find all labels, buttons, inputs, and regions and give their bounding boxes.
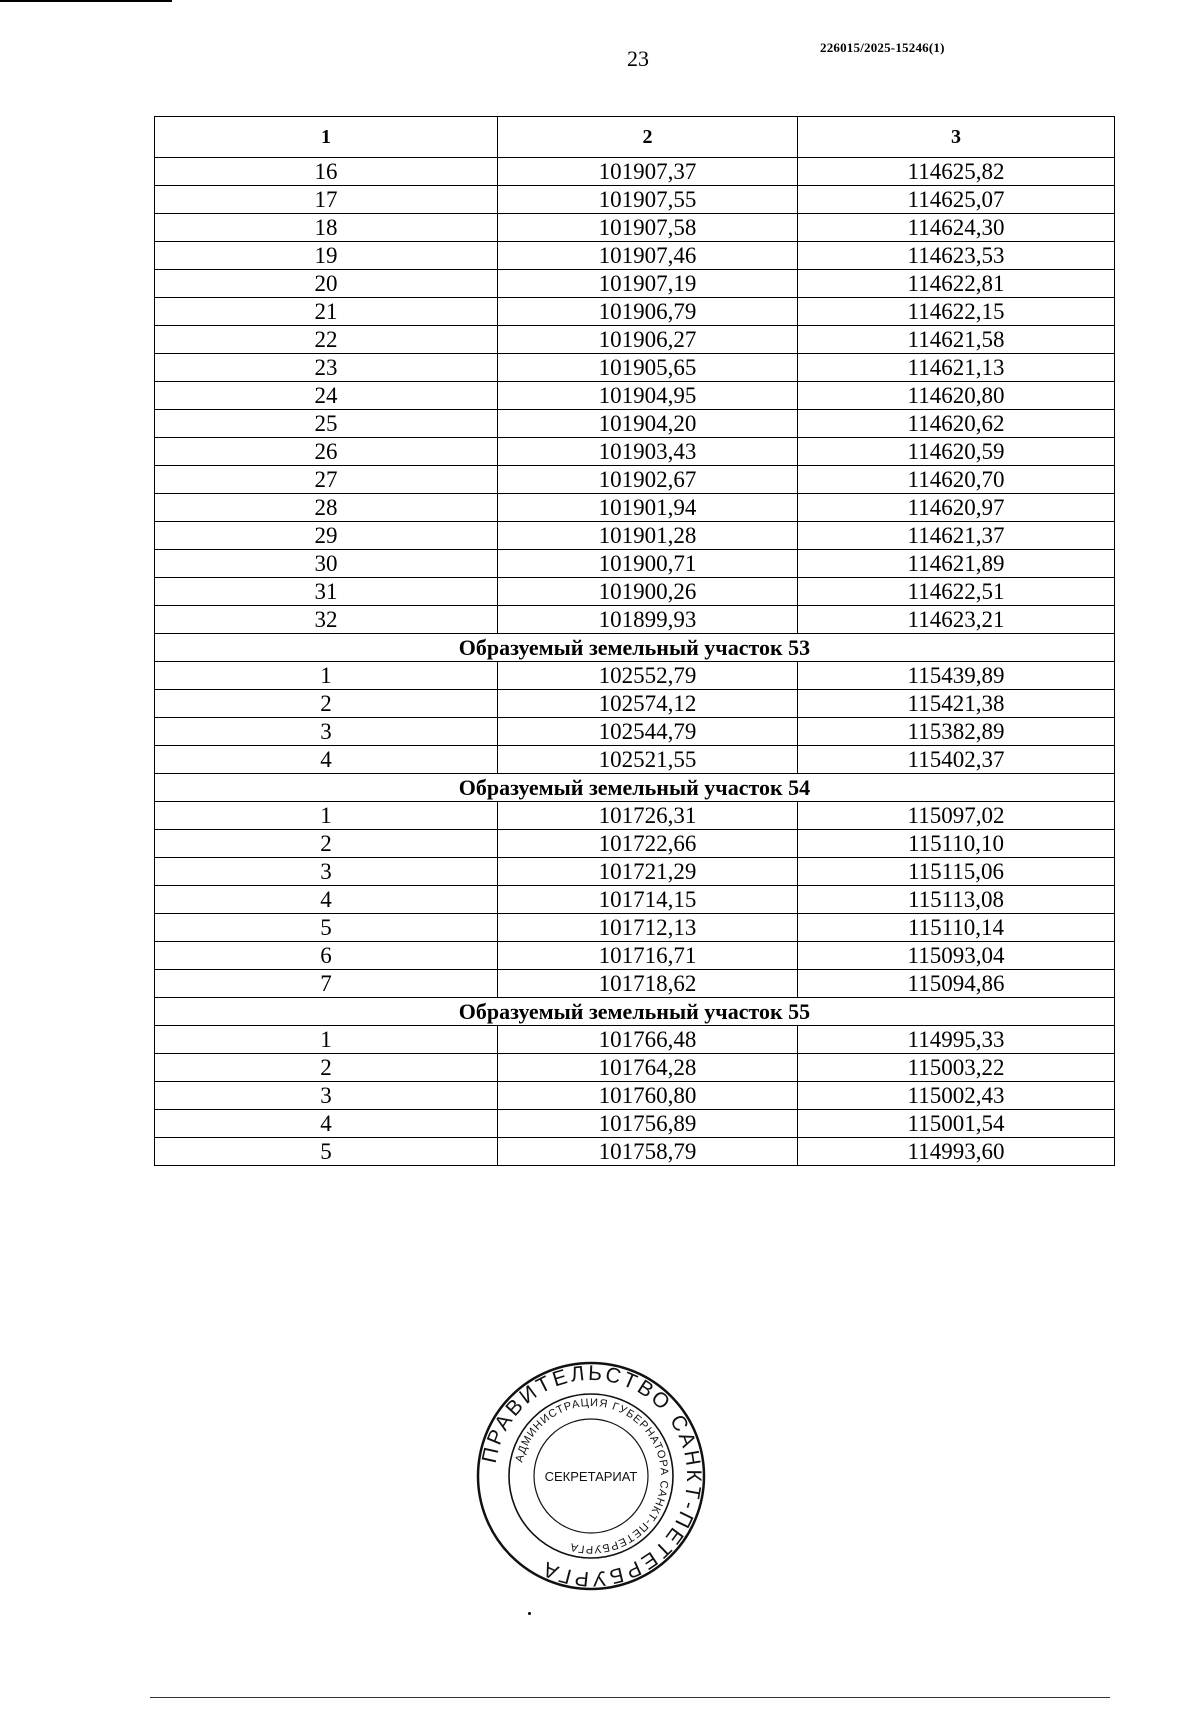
point-number-cell: 5 [155,1138,498,1166]
y-coordinate-cell: 115094,86 [798,970,1115,998]
x-coordinate-cell: 101726,31 [498,802,798,830]
x-coordinate-cell: 101907,19 [498,270,798,298]
point-number-cell: 20 [155,270,498,298]
y-coordinate-cell: 115097,02 [798,802,1115,830]
y-coordinate-cell: 114621,13 [798,354,1115,382]
x-coordinate-cell: 101906,27 [498,326,798,354]
y-coordinate-cell: 114622,15 [798,298,1115,326]
y-coordinate-cell: 115001,54 [798,1110,1115,1138]
y-coordinate-cell: 114621,37 [798,522,1115,550]
y-coordinate-cell: 114623,21 [798,606,1115,634]
table-row [155,550,1115,578]
y-coordinate-cell: 115093,04 [798,942,1115,970]
y-coordinate-cell: 114621,58 [798,326,1115,354]
table-row [155,242,1115,270]
x-coordinate-cell: 101760,80 [498,1082,798,1110]
point-number-cell: 2 [155,690,498,718]
table-row [155,1054,1115,1082]
table-row [155,522,1115,550]
section-title: Образуемый земельный участок 54 [155,774,1115,802]
point-number-cell: 32 [155,606,498,634]
table-row [155,158,1115,186]
y-coordinate-cell: 114620,62 [798,410,1115,438]
y-coordinate-cell: 115402,37 [798,746,1115,774]
table-row [155,662,1115,690]
table-row [155,578,1115,606]
point-number-cell: 6 [155,942,498,970]
point-number-cell: 7 [155,970,498,998]
point-number-cell: 3 [155,1082,498,1110]
y-coordinate-cell: 115110,14 [798,914,1115,942]
table-row [155,914,1115,942]
x-coordinate-cell: 101722,66 [498,830,798,858]
point-number-cell: 19 [155,242,498,270]
y-coordinate-cell: 115002,43 [798,1082,1115,1110]
table-row [155,970,1115,998]
table-body [155,158,1115,1166]
table-row [155,1138,1115,1166]
table-row [155,214,1115,242]
y-coordinate-cell: 114995,33 [798,1026,1115,1054]
table-row [155,438,1115,466]
point-number-cell: 30 [155,550,498,578]
x-coordinate-cell: 101907,58 [498,214,798,242]
x-coordinate-cell: 101764,28 [498,1054,798,1082]
bottom-rule [150,1697,1110,1698]
x-coordinate-cell: 101904,20 [498,410,798,438]
header-cell-3: 3 [798,117,1115,158]
seal-center-text: СЕКРЕТАРИАТ [544,1469,638,1484]
x-coordinate-cell: 102544,79 [498,718,798,746]
x-coordinate-cell: 101907,46 [498,242,798,270]
y-coordinate-cell: 114623,53 [798,242,1115,270]
section-title: Образуемый земельный участок 55 [155,998,1115,1026]
table-row [155,718,1115,746]
y-coordinate-cell: 115003,22 [798,1054,1115,1082]
document-id: 226015/2025-15246(1) [820,40,945,55]
table-row [155,690,1115,718]
table-row [155,186,1115,214]
y-coordinate-cell: 114620,80 [798,382,1115,410]
point-number-cell: 31 [155,578,498,606]
section-header-row [155,774,1115,802]
x-coordinate-cell: 101900,71 [498,550,798,578]
x-coordinate-cell: 101907,37 [498,158,798,186]
point-number-cell: 4 [155,1110,498,1138]
y-coordinate-cell: 114624,30 [798,214,1115,242]
table-row [155,466,1115,494]
table-row [155,802,1115,830]
y-coordinate-cell: 115110,10 [798,830,1115,858]
x-coordinate-cell: 102521,55 [498,746,798,774]
point-number-cell: 17 [155,186,498,214]
x-coordinate-cell: 101899,93 [498,606,798,634]
table-row [155,326,1115,354]
x-coordinate-cell: 101902,67 [498,466,798,494]
seal-inner-text: АДМИНИСТРАЦИЯ ГУБЕРНАТОРА САНКТ-ПЕТЕРБУРГА [513,1396,671,1556]
x-coordinate-cell: 101901,28 [498,522,798,550]
header-row [155,117,1115,158]
point-number-cell: 1 [155,1026,498,1054]
x-coordinate-cell: 102574,12 [498,690,798,718]
table-row [155,746,1115,774]
x-coordinate-cell: 101903,43 [498,438,798,466]
point-number-cell: 28 [155,494,498,522]
table-row [155,382,1115,410]
y-coordinate-cell: 114620,97 [798,494,1115,522]
x-coordinate-cell: 101766,48 [498,1026,798,1054]
page-number: 23 [627,46,649,71]
seal-outer-text: ПРАВИТЕЛЬСТВО САНКТ-ПЕТЕРБУРГА [477,1361,706,1591]
x-coordinate-cell: 101718,62 [498,970,798,998]
point-number-cell: 5 [155,914,498,942]
speck [528,1612,531,1615]
table-row [155,858,1115,886]
table-row [155,830,1115,858]
table-row [155,298,1115,326]
header-cell-2: 2 [498,117,798,158]
point-number-cell: 16 [155,158,498,186]
x-coordinate-cell: 101906,79 [498,298,798,326]
x-coordinate-cell: 101905,65 [498,354,798,382]
y-coordinate-cell: 115421,38 [798,690,1115,718]
x-coordinate-cell: 101900,26 [498,578,798,606]
y-coordinate-cell: 114620,59 [798,438,1115,466]
table-row [155,1026,1115,1054]
point-number-cell: 2 [155,1054,498,1082]
point-number-cell: 27 [155,466,498,494]
y-coordinate-cell: 115439,89 [798,662,1115,690]
x-coordinate-cell: 101907,55 [498,186,798,214]
point-number-cell: 23 [155,354,498,382]
coordinates-table [154,116,1115,1166]
official-seal [475,1360,707,1592]
table-row [155,410,1115,438]
x-coordinate-cell: 101901,94 [498,494,798,522]
point-number-cell: 4 [155,886,498,914]
x-coordinate-cell: 101721,29 [498,858,798,886]
y-coordinate-cell: 115115,06 [798,858,1115,886]
point-number-cell: 3 [155,718,498,746]
point-number-cell: 29 [155,522,498,550]
x-coordinate-cell: 101712,13 [498,914,798,942]
point-number-cell: 3 [155,858,498,886]
section-header-row [155,998,1115,1026]
x-coordinate-cell: 101756,89 [498,1110,798,1138]
table-row [155,270,1115,298]
x-coordinate-cell: 101758,79 [498,1138,798,1166]
table-row [155,494,1115,522]
y-coordinate-cell: 115382,89 [798,718,1115,746]
y-coordinate-cell: 114622,51 [798,578,1115,606]
y-coordinate-cell: 114622,81 [798,270,1115,298]
table-row [155,354,1115,382]
point-number-cell: 21 [155,298,498,326]
point-number-cell: 18 [155,214,498,242]
y-coordinate-cell: 114620,70 [798,466,1115,494]
table-row [155,1082,1115,1110]
x-coordinate-cell: 102552,79 [498,662,798,690]
table-row [155,606,1115,634]
section-header-row [155,634,1115,662]
table-row [155,942,1115,970]
point-number-cell: 26 [155,438,498,466]
header-cell-1: 1 [155,117,498,158]
point-number-cell: 4 [155,746,498,774]
section-title: Образуемый земельный участок 53 [155,634,1115,662]
point-number-cell: 1 [155,802,498,830]
y-coordinate-cell: 115113,08 [798,886,1115,914]
point-number-cell: 2 [155,830,498,858]
y-coordinate-cell: 114625,07 [798,186,1115,214]
y-coordinate-cell: 114993,60 [798,1138,1115,1166]
x-coordinate-cell: 101904,95 [498,382,798,410]
point-number-cell: 1 [155,662,498,690]
y-coordinate-cell: 114625,82 [798,158,1115,186]
x-coordinate-cell: 101714,15 [498,886,798,914]
point-number-cell: 24 [155,382,498,410]
point-number-cell: 25 [155,410,498,438]
table-row [155,886,1115,914]
y-coordinate-cell: 114621,89 [798,550,1115,578]
point-number-cell: 22 [155,326,498,354]
top-rule [0,0,172,2]
table-row [155,1110,1115,1138]
x-coordinate-cell: 101716,71 [498,942,798,970]
